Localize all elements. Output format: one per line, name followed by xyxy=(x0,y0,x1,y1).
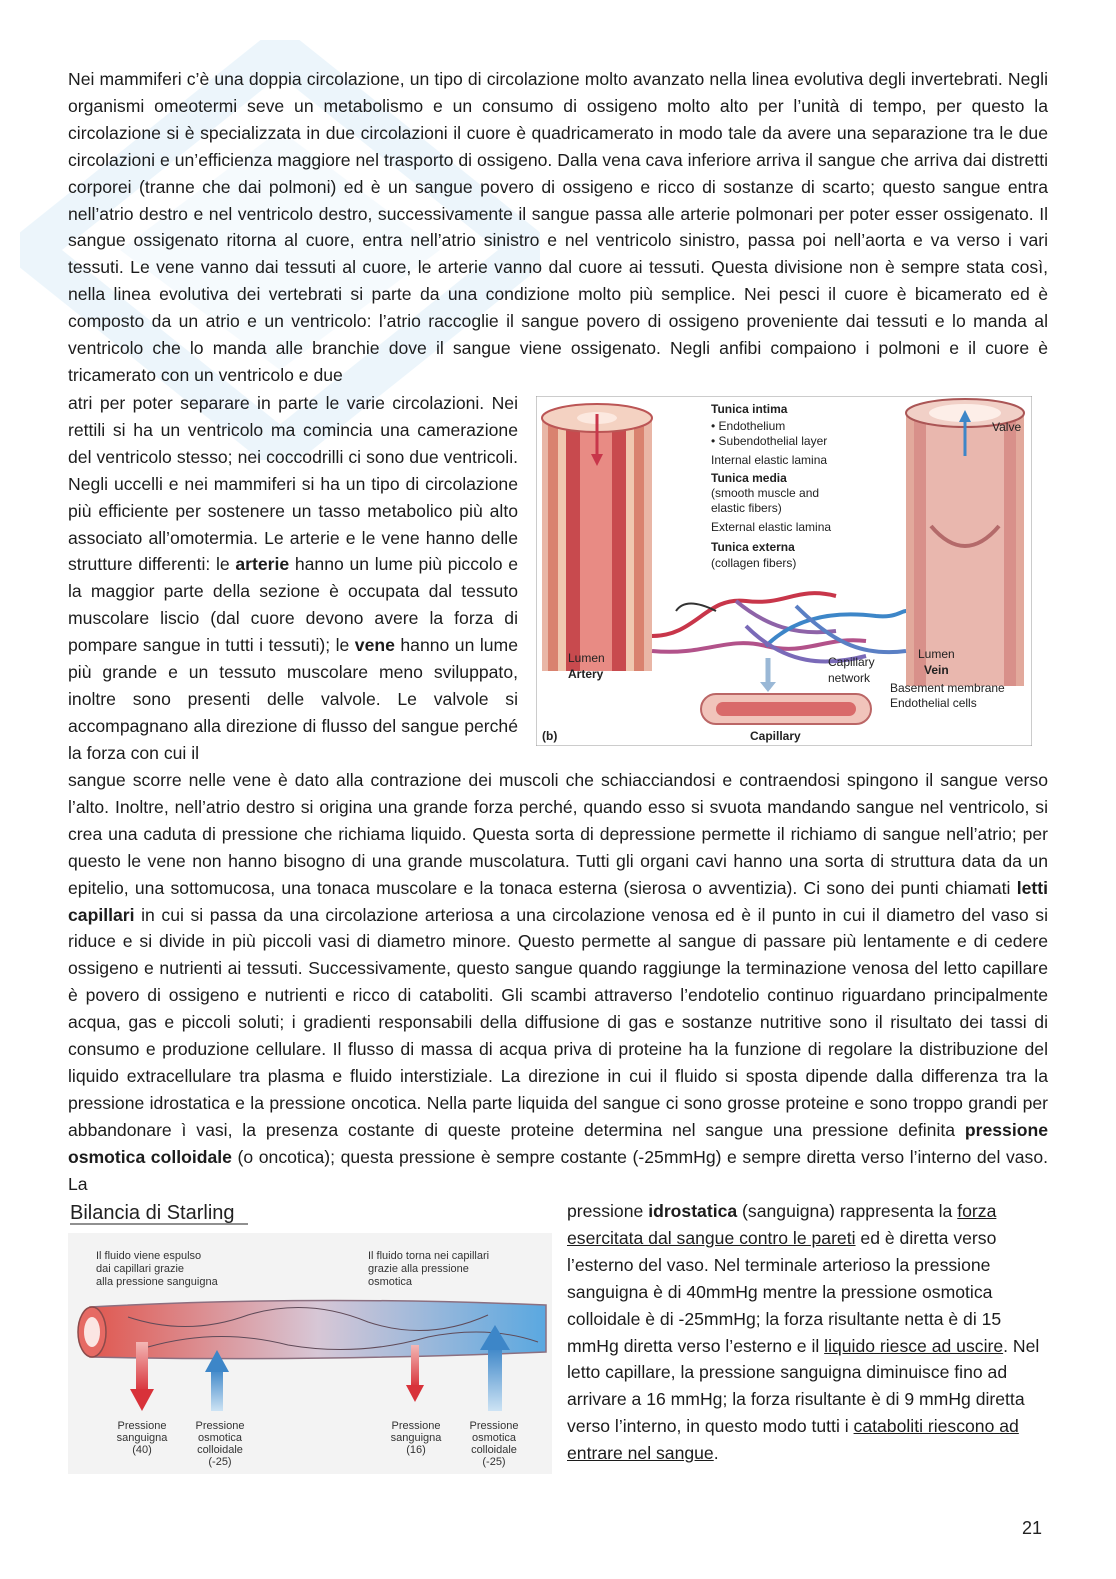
label-osmotic-pressure-left: Pressione osmotica colloidale (-25) xyxy=(195,1420,245,1468)
label-capillary-network-1: Capillary xyxy=(828,655,875,669)
paragraph-right: pressione idrostatica (sanguigna) rappresenta la forza esercitata dal sangue contro le pareti ed è diretta verso l’esterno del vaso. Nel terminale arterioso la pressione sanguigna è di 40mmHg mentre la pressione osmotica colloidale è di -25mmHg; la forza risultante netta è di 15 mmHg diretta verso l’esterno e il liquido riesce ad uscire. Nel letto capillare, la pressione sanguigna diminuisce fino ad arrivare a 16 mmHg; la forza risultante è di 9 mmHg diretta verso l’interno, in questo modo tutti i cataboliti riescono ad entrare nel sangue. xyxy=(567,1201,1040,1464)
label-externa-desc: (collagen fibers) xyxy=(711,556,797,570)
label-blood-pressure-40: Pressione sanguigna (40) xyxy=(116,1420,168,1456)
label-panel-b: (b) xyxy=(542,729,558,743)
page-number: 21 xyxy=(1021,1518,1042,1538)
paragraph-full: sangue scorre nelle vene è dato alla contrazione dei muscoli che schiacciandosi e contraendosi spingono il sangue verso l’alto. Inoltre, nell’atrio destro si origina una grande forza perché, quando esso si svuota mandando sangue nel ventricolo, si crea una caduta di pressione che richiama liquido. Questa sorta di depressione permette il richiamo di sangue nell’atrio; per questo le vene non hanno bisogno di una grande muscolatura. Tutti gli organi cavi hanno una sorta di struttura data da un epitelio, una sottomucosa, una tonaca muscolare e la tonaca esterna (sierosa o avventizia). Ci sono dei punti chiamati letti capillari in cui si passa da una circolazione arteriosa a una circolazione venosa ed è il punto in cui il diametro del vaso si riduce e si divide in più piccoli vasi di diametro minore. Questo permette al sangue di passare più lentamente e di cedere ossigeno e nutrienti ai tessuti. Successivamente, questo sangue quando raggiunge la terminazione venosa del letto capillare è povero di ossigeno e nutrienti e ricco di cataboliti. Gli scambi attraverso l’endotelio continuo riguardano principalmente acqua, gas e piccoli soluti; i gradienti responsabili della diffusione di gas e sostanze nutritive sono il risultato dei tassi di consumo e produzione cellulare. Il flusso di massa di acqua priva di proteine ha la funzione di regolare la distribuzione del liquido extracellulare tra plasma e fluido interstiziale. La direzione in cui il fluido si sposta dipende dalla differenza tra la pressione idrostatica e la pressione oncotica. Nella parte liquida del sangue ci sono grosse proteine e sono troppo grandi per abbandonare ì vasi, la presenza costante di queste proteine determina nel sangue una pressione definita pressione osmotica colloidale (o oncotica); questa pressione è sempre costante (-25mmHg) e sempre diretta verso l’interno del vaso. La xyxy=(68,770,1048,1194)
label-media-desc-2: elastic fibers) xyxy=(711,501,782,515)
right-note: Il fluido torna nei capillari grazie alla pressione osmotica xyxy=(368,1250,490,1288)
label-media-desc-1: (smooth muscle and xyxy=(711,486,820,500)
label-valve: Valve xyxy=(992,420,1022,434)
label-internal-lamina: Internal elastic lamina xyxy=(711,453,828,467)
label-vein: Vein xyxy=(924,663,949,677)
label-tunica-externa: Tunica externa xyxy=(711,540,795,554)
vein-illustration xyxy=(906,399,1024,686)
label-tunica-intima: Tunica intima xyxy=(711,402,788,416)
label-subendothelial: • Subendothelial layer xyxy=(711,434,828,448)
artery-illustration xyxy=(542,404,652,671)
label-capillary-network-2: network xyxy=(828,671,871,685)
label-endothelium: • Endothelium xyxy=(711,419,786,433)
label-artery: Artery xyxy=(568,667,604,681)
label-basement-membrane: Basement membrane xyxy=(890,681,1005,695)
left-note: Il fluido viene espulso dai capillari grazie alla pressione sanguigna xyxy=(96,1250,218,1288)
paragraph-top: Nei mammiferi c’è una doppia circolazione, un tipo di circolazione molto avanzato nella linea evolutiva degli invertebrati. Negli organismi omeotermi seve un metabolismo e un consumo di ossigeno molto alto per l’unità di tempo, per questo la circolazione si è specializzata in due circolazioni il cuore è quadricamerato in modo tale da avere una separazione tra le due circolazioni e un’efficienza maggiore nel trasporto di ossigeno. Dalla vena cava inferiore arriva il sangue che arriva dai distretti corporei (tranne che dai polmoni) ed è un sangue povero di ossigeno e ricco di sostanze di scarto; questo sangue entra nell’atrio destro e nel ventricolo destro, successivamente il sangue passa alle arterie polmonari per poter esser ossigenato. Il sangue ossigenato ritorna al cuore, entra nell’atrio sinistro e nel ventricolo sinistro, passa poi nell’aorta e va verso i vari tessuti. Le vene vanno dai tessuti al cuore, le arterie vanno dal cuore ai tessuti. Questa divisione non è sempre stata così, nella linea evolutiva dei vertebrati si parte da una condizione molto più semplice. Nei pesci il cuore è bicamerato ed è composto da un atrio e un ventricolo: l’atrio raccoglie il sangue povero di ossigeno proveniente dai tessuti e lo manda al ventricolo che lo manda alle branchie dove il sangue viene ossigenato. Negli anfibi compaiono i polmoni e il cuore è tricamerato con un ventricolo e due xyxy=(68,69,1048,385)
label-lumen-vein: Lumen xyxy=(918,647,955,661)
starling-balance-figure xyxy=(68,1197,552,1474)
label-osmotic-pressure-right: Pressione osmotica colloidale (-25) xyxy=(469,1420,519,1468)
label-capillary: Capillary xyxy=(750,729,801,743)
label-blood-pressure-16: Pressione sanguigna (16) xyxy=(390,1420,442,1456)
label-endothelial-cells: Endothelial cells xyxy=(890,696,977,710)
starling-title: Bilancia di Starling xyxy=(70,1202,235,1224)
label-external-lamina: External elastic lamina xyxy=(711,520,832,534)
label-tunica-media: Tunica media xyxy=(711,471,787,485)
paragraph-middle: atri per poter separare in parte le varie circolazioni. Nei rettili si ha un ventricolo ma comincia una camerazione del ventricolo stesso; nei coccodrilli ci sono due ventricoli. Negli uccelli e nei mammiferi si ha un tipo di circolazione più efficiente per sostenere un tasso metabolico più alto associato all’omotermia. Le arterie e le vene hanno delle strutture differenti: le arterie hanno un lume più piccolo e la maggior parte della sezione è occupata dal tessuto muscolare liscio (dal cuore devono avere la forza di pompare sangue in tutti i tessuti); le vene hanno un lume più grande e un tessuto muscolare meno sviluppato, inoltre sono presenti delle valvole. Le valvole si accompagnano alla direzione di flusso del sangue perché la forza con cui il xyxy=(68,393,518,763)
vessel-structure-figure xyxy=(536,396,1032,746)
label-lumen-artery: Lumen xyxy=(568,651,605,665)
